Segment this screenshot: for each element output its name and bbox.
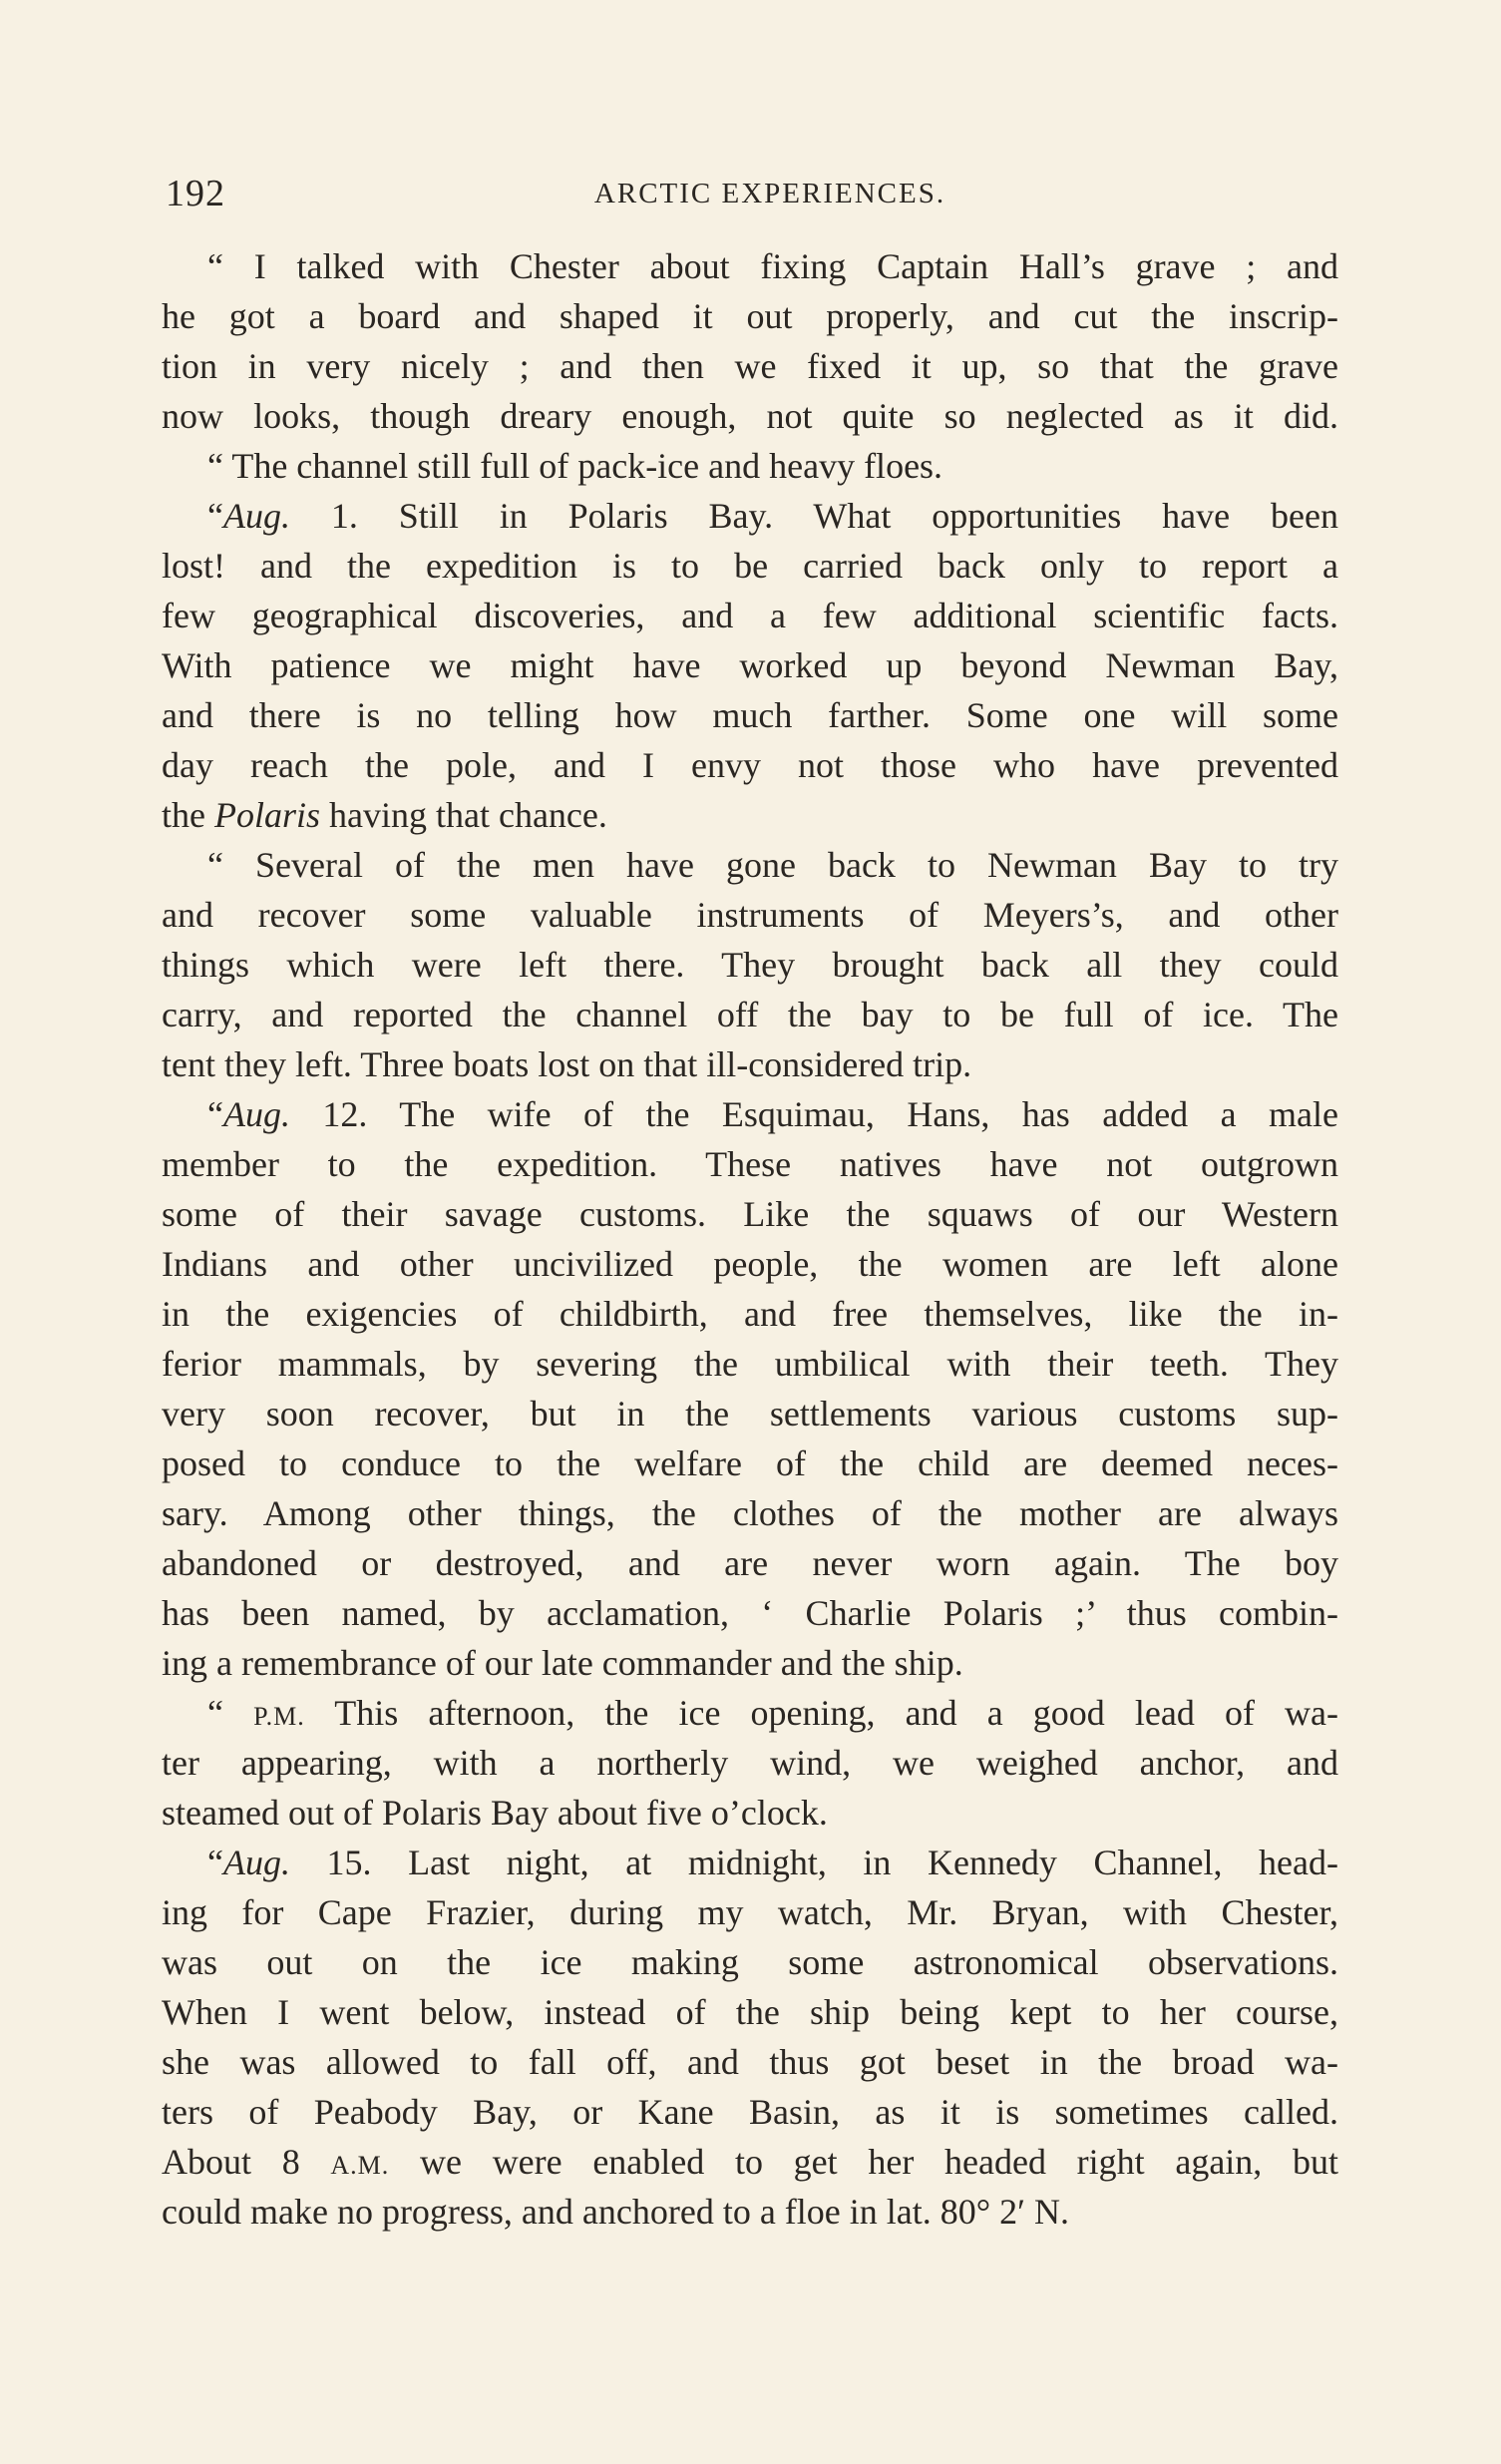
text-line: posed to conduce to the welfare of the child are deemed neces- (162, 1443, 1338, 1483)
body-text (162, 241, 1338, 2237)
text-line: “ P.M. This afternoon, the ice opening, and a good lead of wa- (207, 1693, 1339, 1733)
text-line: could make no progress, and anchored to a floe in lat. 80° 2′ N. (162, 2192, 1070, 2232)
text-line: With patience we might have worked up beyond Newman Bay, (162, 645, 1338, 685)
text-line: ing for Cape Frazier, during my watch, Mr. Bryan, with Chester, (162, 1892, 1338, 1932)
text-line: “ Several of the men have gone back to Newman Bay to try (207, 845, 1338, 885)
text-line: the Polaris having that chance. (162, 795, 607, 835)
text-line: lost! and the expedition is to be carried back only to report a (162, 546, 1338, 586)
text-line: ing a remembrance of our late commander and the ship. (162, 1643, 963, 1683)
text-line: ter appearing, with a northerly wind, we weighed anchor, and (162, 1743, 1338, 1783)
text-line: “Aug. 15. Last night, at midnight, in Kennedy Channel, head- (207, 1843, 1338, 1882)
text-line: she was allowed to fall off, and thus got beset in the broad wa- (162, 2042, 1338, 2082)
text-line: he got a board and shaped it out properly, and cut the inscrip- (162, 296, 1338, 336)
text-line: few geographical discoveries, and a few additional scientific facts. (162, 596, 1338, 635)
text-line: day reach the pole, and I envy not those who have prevented (162, 745, 1338, 785)
text-line: About 8 A.M. we were enabled to get her headed right again, but (162, 2142, 1338, 2182)
text-line: now looks, though dreary enough, not quite so neglected as it did. (162, 396, 1338, 436)
text-line: things which were left there. They brought back all they could (162, 945, 1338, 985)
text-line: has been named, by acclamation, ‘ Charlie Polaris ;’ thus combin- (162, 1593, 1338, 1633)
text-line: tent they left. Three boats lost on that ill-considered trip. (162, 1044, 972, 1084)
running-title: ARCTIC EXPERIENCES. (593, 178, 946, 209)
page-number: 192 (166, 173, 225, 214)
text-line: sary. Among other things, the clothes of the mother are always (162, 1493, 1338, 1533)
text-line: tion in very nicely ; and then we fixed it up, so that the grave (162, 346, 1338, 386)
text-line: was out on the ice making some astronomical observations. (162, 1942, 1338, 1982)
text-line: When I went below, instead of the ship being kept to her course, (162, 1992, 1338, 2032)
text-line: and recover some valuable instruments of Meyers’s, and other (162, 895, 1338, 935)
text-line: some of their savage customs. Like the squaws of our Western (162, 1194, 1338, 1234)
text-line: member to the expedition. These natives have not outgrown (162, 1144, 1338, 1184)
text-line: carry, and reported the channel off the bay to be full of ice. The (162, 995, 1338, 1034)
text-line: “ The channel still full of pack-ice and heavy floes. (207, 446, 943, 486)
running-head (166, 172, 1338, 221)
text-line: steamed out of Polaris Bay about five o’clock. (162, 1793, 828, 1833)
text-line: “Aug. 1. Still in Polaris Bay. What opportunities have been (207, 496, 1338, 536)
text-line: Indians and other uncivilized people, the women are left alone (162, 1244, 1338, 1284)
text-line: “Aug. 12. The wife of the Esquimau, Hans, has added a male (207, 1094, 1338, 1134)
text-line: ters of Peabody Bay, or Kane Basin, as it is sometimes called. (162, 2092, 1338, 2132)
text-line: very soon recover, but in the settlements various customs sup- (162, 1394, 1338, 1434)
text-line: abandoned or destroyed, and are never worn again. The boy (162, 1543, 1338, 1583)
text-line: and there is no telling how much farther. Some one will some (162, 695, 1338, 735)
text-line: in the exigencies of childbirth, and free themselves, like the in- (162, 1294, 1338, 1334)
text-line: “ I talked with Chester about fixing Captain Hall’s grave ; and (207, 246, 1338, 286)
text-line: ferior mammals, by severing the umbilical with their teeth. They (162, 1344, 1338, 1384)
